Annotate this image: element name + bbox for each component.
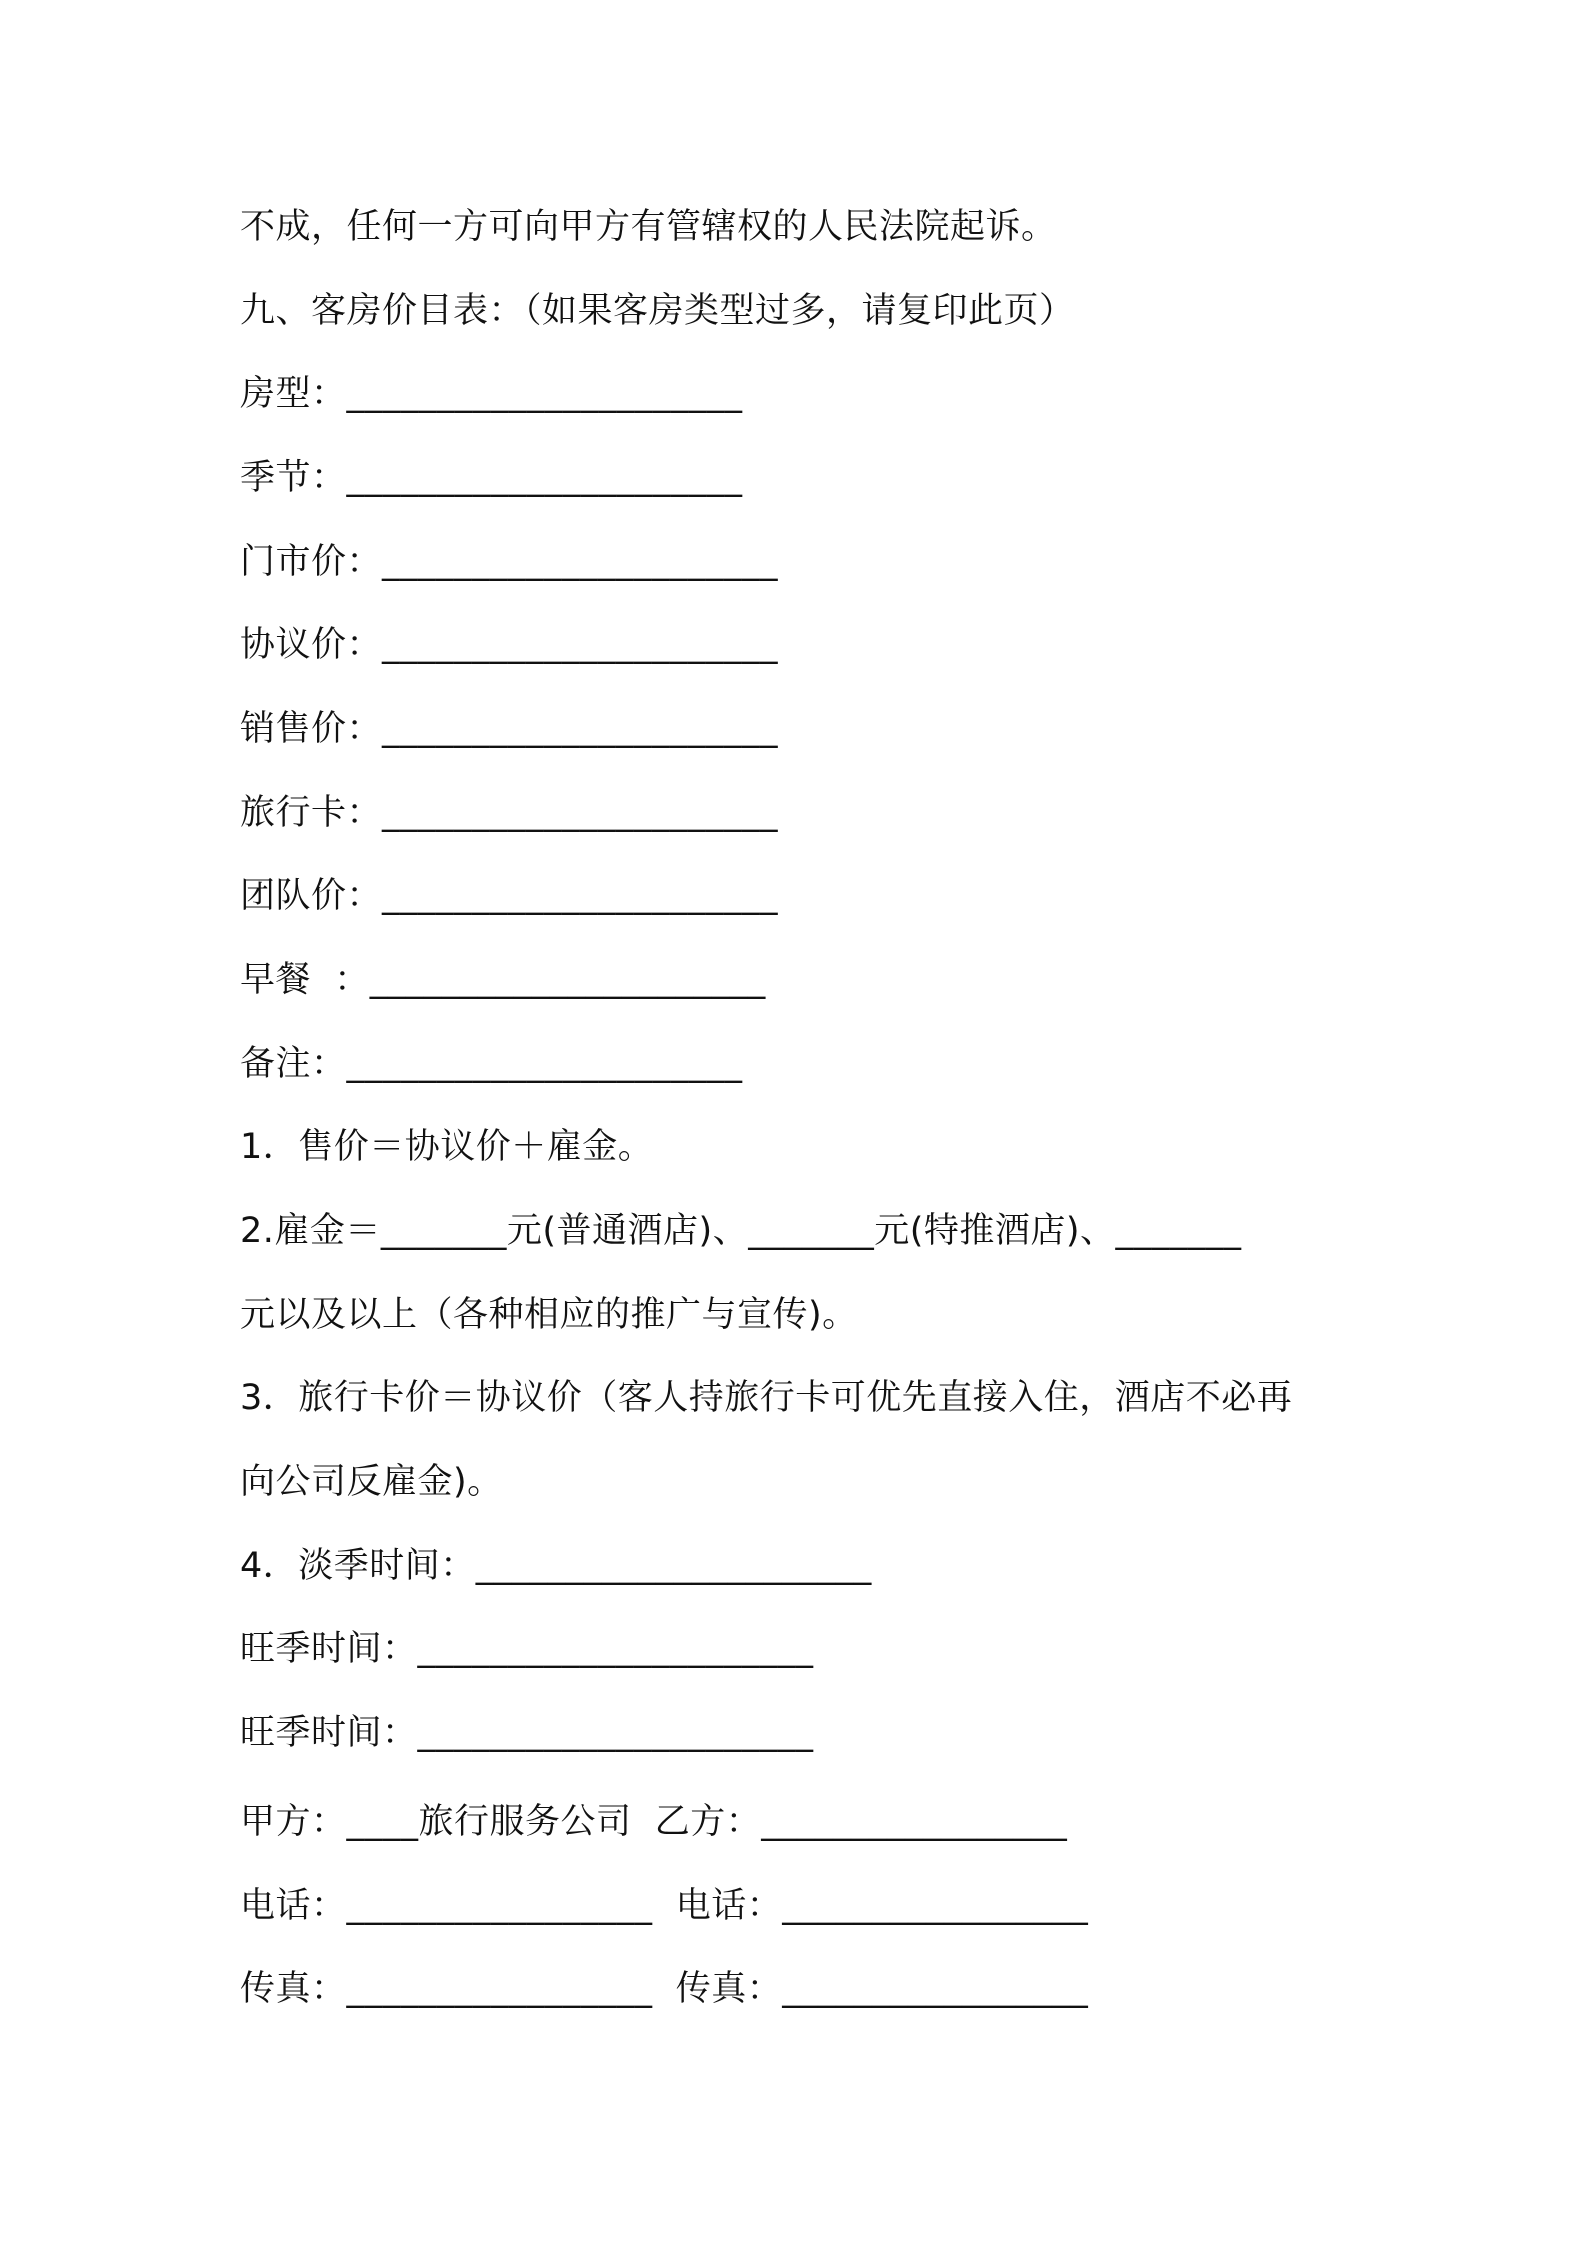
rule-2-commission-cont: 元以及以上（各种相应的推广与宣传)。 [240, 1295, 858, 1335]
field-group-rate: 团队价：______________________ [240, 876, 779, 916]
signature-faxes: 传真：_________________ 传真：_________________ [240, 1969, 1089, 2009]
signature-phones: 电话：_________________ 电话：_________________ [240, 1886, 1089, 1926]
rule-3-travel-card-price-cont: 向公司反雇金)。 [240, 1462, 503, 1502]
text-line-lawsuit: 不成，任何一方可向甲方有管辖权的人民法院起诉。 [240, 207, 1057, 247]
rule-2-commission: 2.雇金＝_______元(普通酒店)、_______元(特推酒店)、_______ [240, 1211, 1242, 1251]
field-agreed-rate: 协议价：______________________ [240, 625, 779, 665]
signature-parties: 甲方：____旅行服务公司 乙方：_________________ [240, 1802, 1068, 1842]
section-title-room-rates: 九、客房价目表：（如果客房类型过多，请复印此页） [240, 291, 1075, 331]
field-season: 季节：______________________ [240, 458, 743, 498]
field-peak-season-time-1: 旺季时间：______________________ [240, 1629, 814, 1669]
field-room-type: 房型：______________________ [240, 374, 743, 414]
rule-3-travel-card-price: 3．旅行卡价＝协议价（客人持旅行卡可优先直接入住，酒店不必再 [240, 1378, 1293, 1418]
field-peak-season-time-2: 旺季时间：______________________ [240, 1713, 814, 1753]
rule-1-sale-price: 1．售价＝协议价＋雇金。 [240, 1127, 654, 1167]
field-remarks: 备注：______________________ [240, 1044, 743, 1084]
field-off-season-time: 4．淡季时间：______________________ [240, 1546, 872, 1586]
field-breakfast: 早餐 ：______________________ [240, 960, 766, 1000]
field-travel-card: 旅行卡：______________________ [240, 793, 779, 833]
field-rack-rate: 门市价：______________________ [240, 542, 779, 582]
field-sales-rate: 销售价：______________________ [240, 709, 779, 749]
